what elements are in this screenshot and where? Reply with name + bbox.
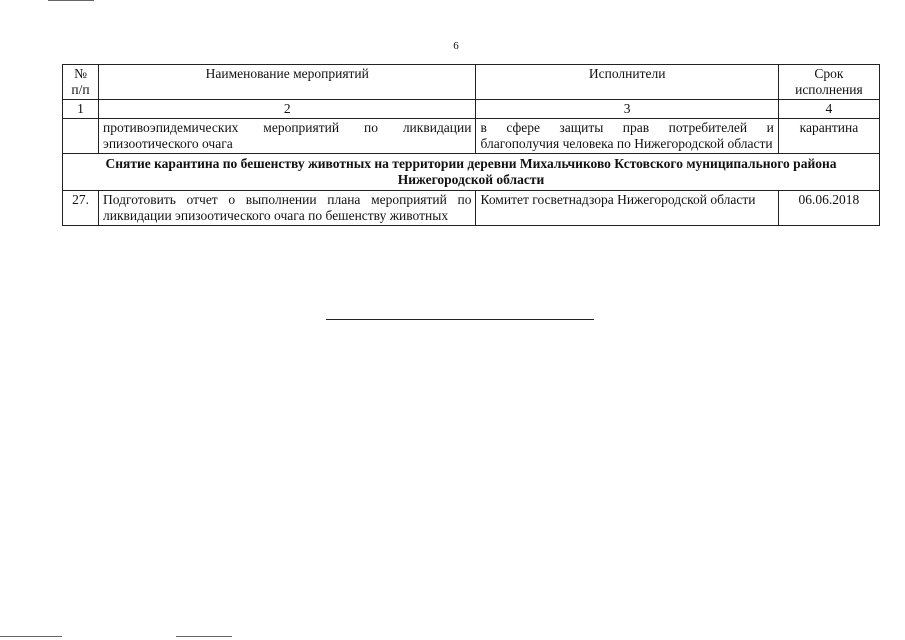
- column-numbers-row: [63, 100, 880, 119]
- activities-table: [62, 64, 880, 226]
- cell-term: 06.06.2018: [778, 191, 879, 226]
- table-header-row: [63, 65, 880, 100]
- scan-artifact-bottom-left: [0, 636, 62, 637]
- column-number-2: 2: [99, 100, 476, 119]
- header-executors: Исполнители: [476, 65, 778, 100]
- cell-name: противоэпидемических мероприятий по ликвидации эпизоотического очага: [99, 119, 476, 154]
- cell-no: [63, 119, 99, 154]
- cell-term: карантина: [778, 119, 879, 154]
- cell-name: Подготовить отчет о выполнении плана мероприятий по ликвидации эпизоотического очага по бешенству животных: [99, 191, 476, 226]
- cell-executors: Комитет госветнадзора Нижегородской области: [476, 191, 778, 226]
- table-row: [63, 119, 880, 154]
- cell-no: 27.: [63, 191, 99, 226]
- table-row: [63, 191, 880, 226]
- page-number: 6: [453, 40, 459, 52]
- section-title: Снятие карантина по бешенству животных на территории деревни Михальчиково Кстовского муниципального района Нижегородской области: [63, 154, 880, 191]
- section-title-row: [63, 154, 880, 191]
- header-name: Наименование мероприятий: [99, 65, 476, 100]
- closing-rule: [326, 319, 594, 320]
- scan-artifact-bottom-center: [176, 636, 232, 637]
- scan-artifact-top-left: [48, 0, 94, 1]
- cell-executors: в сфере защиты прав потребителей и благополучия человека по Нижегородской области: [476, 119, 778, 154]
- column-number-4: 4: [778, 100, 879, 119]
- header-no: № п/п: [63, 65, 99, 100]
- column-number-3: 3: [476, 100, 778, 119]
- column-number-1: 1: [63, 100, 99, 119]
- header-term: Срок исполнения: [778, 65, 879, 100]
